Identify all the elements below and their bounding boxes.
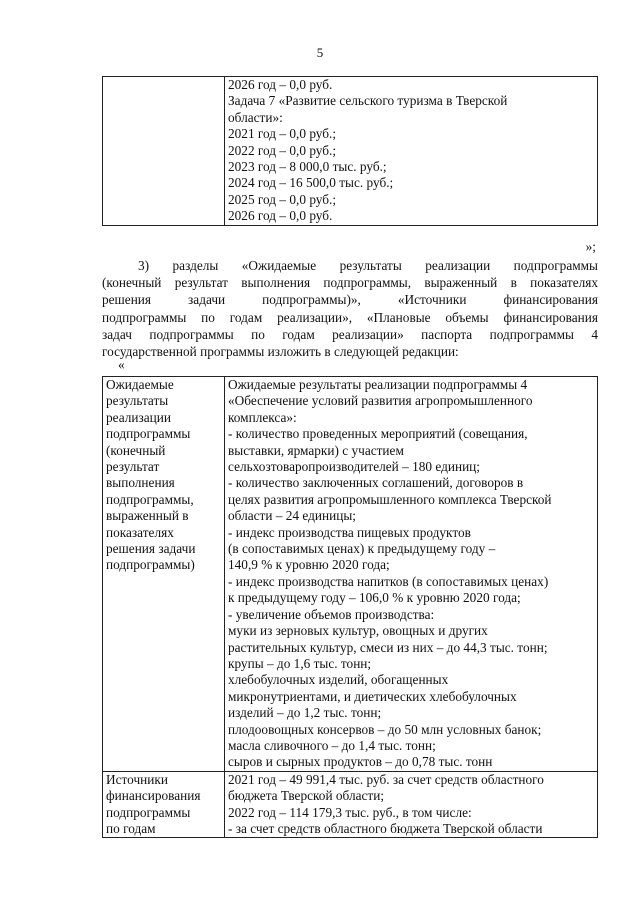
row-heading-funding-sources: [103, 771, 225, 838]
table-line: 2025 год – 0,0 руб.;: [228, 191, 337, 207]
heading-line: подпрограммы: [106, 426, 191, 442]
table-line: 2023 год – 8 000,0 тыс. руб.;: [228, 159, 387, 175]
heading-line: реализации: [106, 409, 171, 425]
amendment-paragraph: [102, 257, 598, 360]
content-line: 2022 год – 114 179,3 тыс. руб., в том числе:: [228, 804, 472, 820]
content-line: - увеличение объемов производства:: [228, 606, 435, 622]
paragraph-line: государственной программы изложить в следующей редакции:: [102, 344, 459, 360]
content-line: - индекс производства напитков (в сопоставимых ценах): [228, 573, 549, 589]
content-line: 2021 год – 49 991,4 тыс. руб. за счет средств областного: [228, 771, 544, 787]
table-cell-right: [225, 77, 598, 226]
heading-line: по годам: [106, 820, 156, 836]
content-line: «Обеспечение условий развития агропромышленного: [228, 393, 533, 409]
heading-line: (конечный: [106, 442, 166, 458]
budget-table-continued: [102, 76, 598, 226]
table-line: Задача 7 «Развитие сельского туризма в Тверской: [228, 93, 508, 109]
content-line: плодоовощных консервов – до 50 млн условных банок;: [228, 721, 542, 737]
heading-line: показателях: [106, 524, 174, 540]
content-line: растительных культур, смеси из них – до 44,3 тыс. тонн;: [228, 639, 548, 655]
paragraph-line: 3) разделы «Ожидаемые результаты реализации подпрограммы: [138, 258, 598, 273]
closing-quote: »;: [585, 239, 596, 254]
paragraph-line: задач подпрограммы по годам реализации» паспорта подпрограммы 4: [102, 326, 598, 342]
table-line: 2024 год – 16 500,0 тыс. руб.;: [228, 175, 394, 191]
table-cell-left: [103, 77, 225, 226]
paragraph-line: решения задачи подпрограммы)», «Источники финансирования: [102, 292, 598, 308]
content-line: крупы – до 1,6 тыс. тонн;: [228, 655, 372, 671]
heading-line: Ожидаемые: [106, 377, 174, 392]
heading-line: подпрограммы: [106, 804, 191, 820]
heading-line: решения задачи: [106, 541, 196, 557]
table-line: 2026 год – 0,0 руб.: [228, 77, 333, 92]
table-row: [103, 77, 598, 226]
content-line: муки из зерновых культур, овощных и других: [228, 623, 488, 639]
content-line: 140,9 % к уровню 2020 года;: [228, 557, 390, 573]
funding-sources-content: [225, 771, 598, 838]
content-line: микронутриентами, и диетических хлебобулочных: [228, 688, 517, 704]
expected-results-content: [225, 377, 598, 772]
heading-line: Источники: [106, 771, 168, 787]
content-line: - количество проведенных мероприятий (совещания,: [228, 426, 528, 442]
content-line: к предыдущему году – 106,0 % к уровню 2020 года;: [228, 590, 521, 606]
paragraph-line: подпрограммы по годам реализации», «Плановые объемы финансирования: [102, 309, 598, 325]
heading-line: результат: [106, 459, 160, 475]
heading-line: финансирования: [106, 788, 201, 804]
heading-line: выполнения: [106, 475, 175, 491]
content-line: сельхозтоваропроизводителей – 180 единиц;: [228, 459, 480, 475]
content-line: выставки, ярмарки) с участием: [228, 442, 404, 458]
heading-line: выраженный в: [106, 508, 189, 524]
heading-line: результаты: [106, 393, 169, 409]
table-line: 2026 год – 0,0 руб.: [228, 208, 333, 224]
heading-line: подпрограммы,: [106, 491, 194, 507]
table-line: области»:: [228, 109, 283, 125]
table-line: 2022 год – 0,0 руб.;: [228, 142, 337, 158]
page-number: 5: [316, 45, 324, 60]
table-line: 2021 год – 0,0 руб.;: [228, 126, 337, 142]
opening-quote: «: [118, 357, 125, 372]
content-line: бюджета Тверской области;: [228, 788, 385, 804]
content-line: целях развития агропромышленного комплекса Тверской: [228, 491, 552, 507]
content-line: сыров и сырных продуктов – до 0,78 тыс. тонн: [228, 754, 493, 770]
content-line: хлебобулочных изделий, обогащенных: [228, 672, 449, 688]
content-line: комплекса»:: [228, 409, 297, 425]
passport-table: [102, 376, 598, 838]
content-line: Ожидаемые результаты реализации подпрограммы 4: [228, 377, 528, 392]
content-line: масла сливочного – до 1,4 тыс. тонн;: [228, 737, 436, 753]
paragraph-line: (конечный результат выполнения подпрограммы, выраженный в показателях: [102, 275, 598, 291]
row-heading-expected-results: [103, 377, 225, 772]
content-line: области – 24 единицы;: [228, 508, 356, 524]
table-row: [103, 771, 598, 838]
table-row: [103, 377, 598, 772]
content-line: - за счет средств областного бюджета Тверской области: [228, 820, 543, 836]
content-line: изделий – до 1,2 тыс. тонн;: [228, 705, 382, 721]
content-line: - количество заключенных соглашений, договоров в: [228, 475, 524, 491]
content-line: (в сопоставимых ценах) к предыдущему году –: [228, 541, 496, 557]
content-line: - индекс производства пищевых продуктов: [228, 524, 471, 540]
heading-line: подпрограммы): [106, 557, 195, 573]
